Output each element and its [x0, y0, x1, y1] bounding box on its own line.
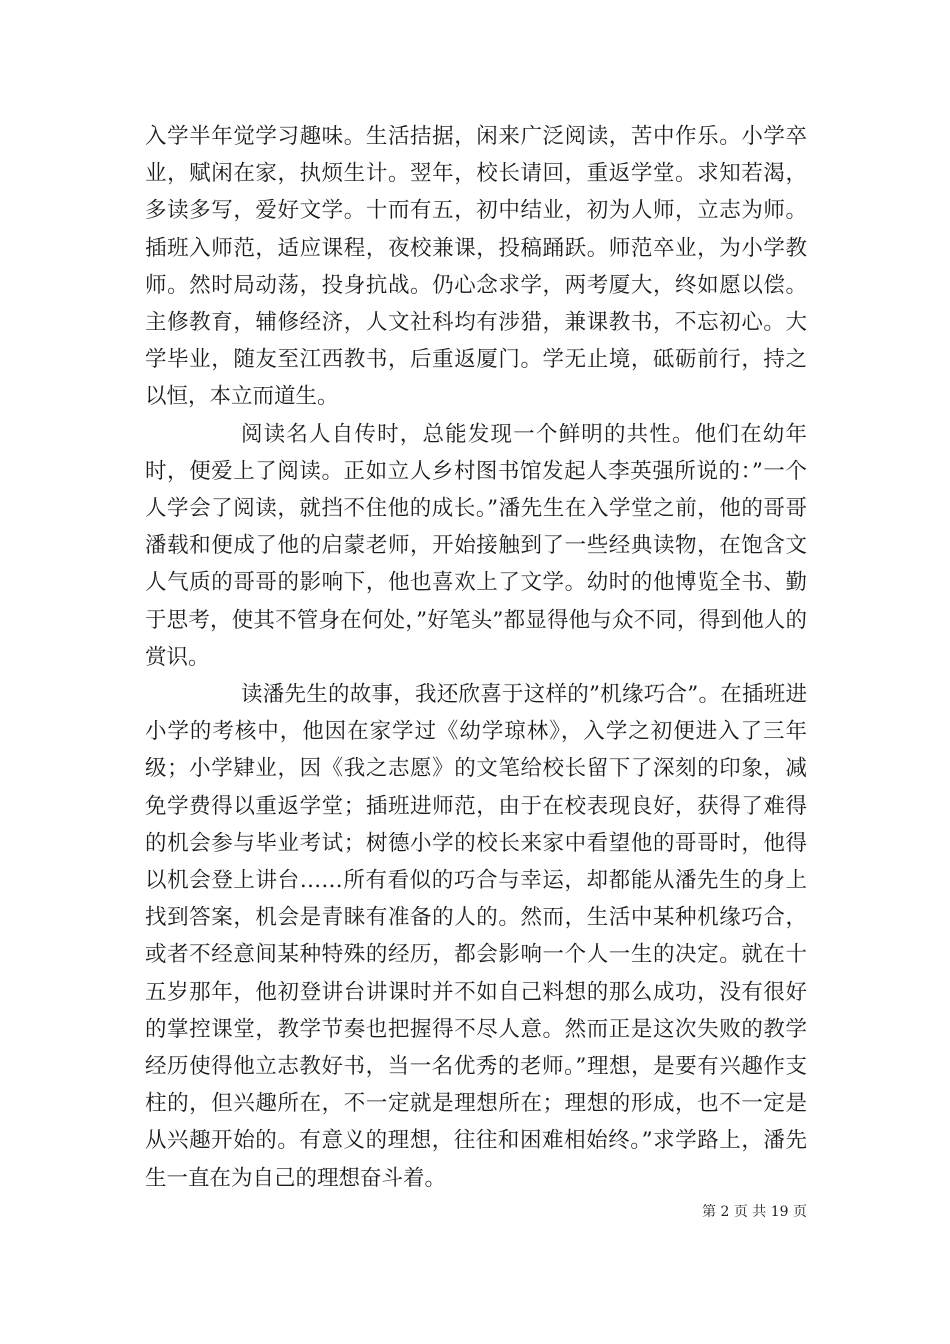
page-number-footer: 第 2 页 共 19 页 [702, 1204, 807, 1220]
paragraph-1: 入学半年觉学习趣味。生活拮据，闲来广泛阅读，苦中作乐。小学卒业，赋闲在家，执烦生计。翌年，校长请回，重返学堂。求知若渴，多读多写，爱好文学。十而有五，初中结业，初为人师，立志为师。插班入师范，适应课程，夜校兼课，投稿踊跃。师范卒业，为小学教师。然时局动荡，投身抗战。仍心念求学，两考厦大，终如愿以偿。主修教育，辅修经济，人文社科均有涉猎，兼课教书，不忘初心。大学毕业，随友至江西教书，后重返厦门。学无止境，砥砺前行，持之以恒，本立而道生。 [145, 124, 807, 410]
paragraph-2: 阅读名人自传时，总能发现一个鲜明的共性。他们在幼年时，便爱上了阅读。正如立人乡村图书馆发起人李英强所说的：”一个人学会了阅读，就挡不住他的成长。”潘先生在入学堂之前，他的哥哥潘载和便成了他的启蒙老师，开始接触到了一些经典读物，在饱含文人气质的哥哥的影响下，他也喜欢上了文学。幼时的他博览全书、勤于思考，使其不管身在何处，”好笔头”都显得他与众不同，得到他人的赏识。 [145, 421, 807, 670]
body-text [145, 118, 807, 1197]
paragraph-3: 读潘先生的故事，我还欣喜于这样的”机缘巧合”。在插班进小学的考核中，他因在家学过《幼学琼林》，入学之初便进入了三年级；小学肄业，因《我之志愿》的文笔给校长留下了深刻的印象，减免学费得以重返学堂；插班进师范，由于在校表现良好，获得了难得的机会参与毕业考试；树德小学的校长来家中看望他的哥哥时，他得以机会登上讲台……所有看似的巧合与幸运，却都能从潘先生的身上找到答案，机会是青睐有准备的人的。然而，生活中某种机缘巧合，或者不经意间某种特殊的经历，都会影响一个人一生的决定。就在十五岁那年，他初登讲台讲课时并不如自己料想的那么成功，没有很好的掌控课堂，教学节奏也把握得不尽人意。然而正是这次失败的教学经历使得他立志教好书，当一名优秀的老师。”理想，是要有兴趣作支柱的，但兴趣所在，不一定就是理想所在；理想的形成，也不一定是从兴趣开始的。有意义的理想，往往和困难相始终。”求学路上，潘先生一直在为自己的理想奋斗着。 [145, 682, 807, 1191]
